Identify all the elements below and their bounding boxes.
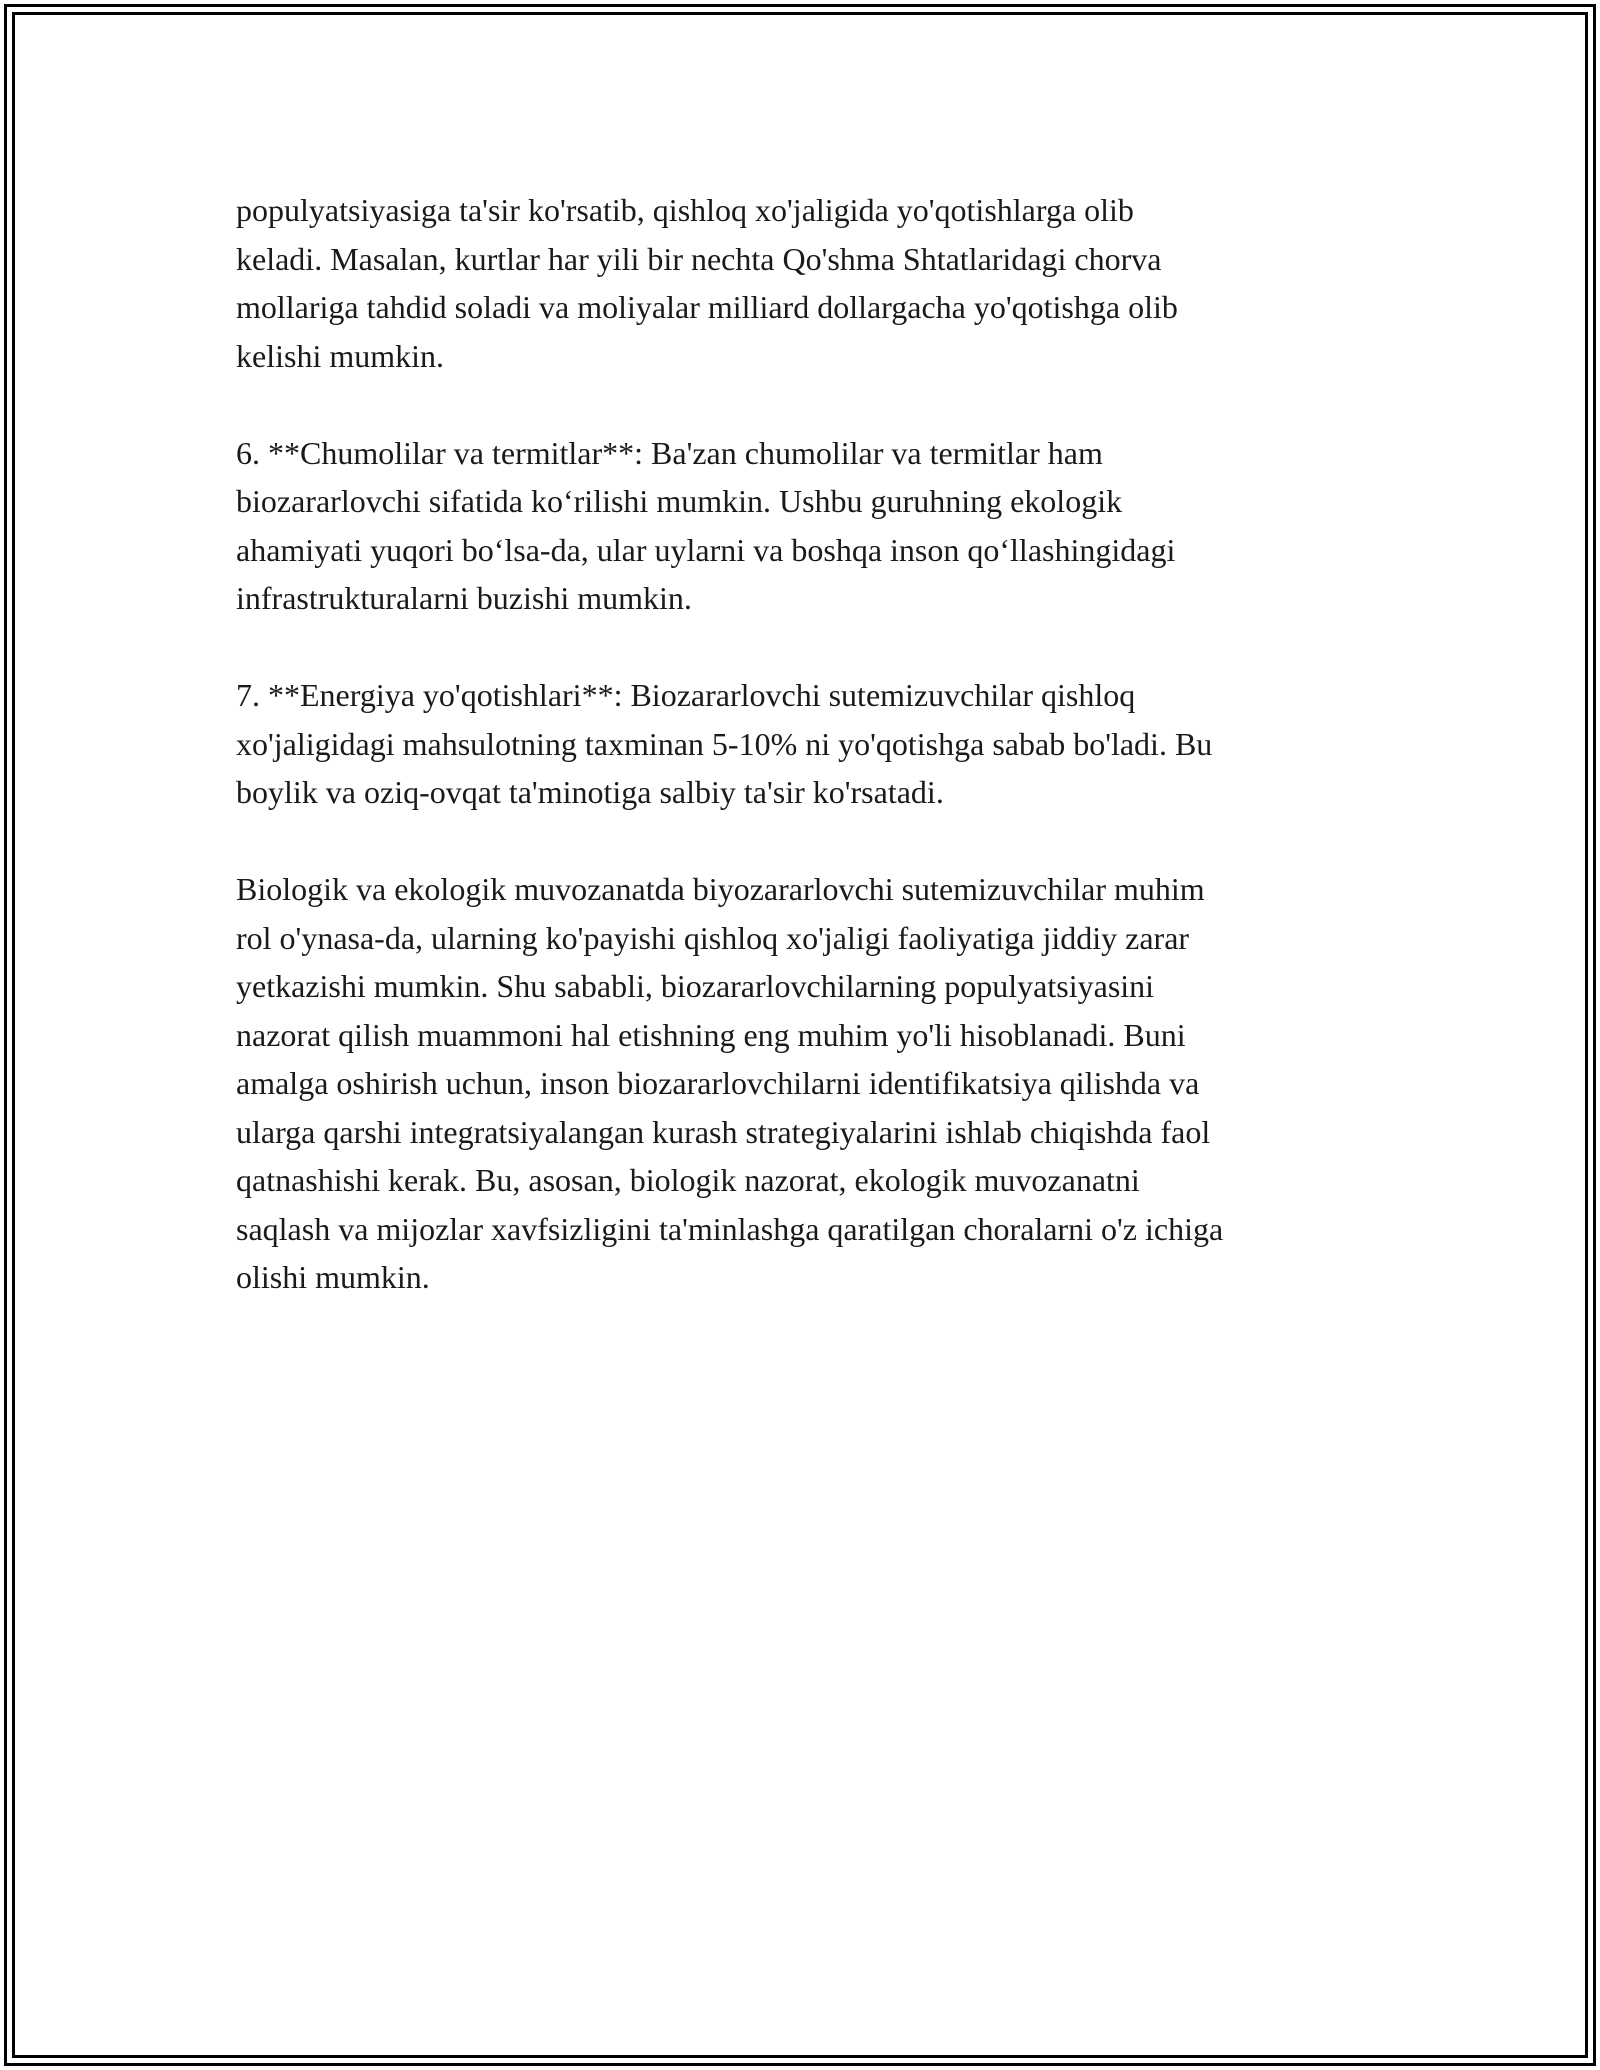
paragraph-energy-losses [236, 671, 1396, 817]
text-line: olishi mumkin. [236, 1259, 430, 1295]
text-line: rol o'ynasa-da, ularning ko'payishi qishloq xo'jaligi faoliyatiga jiddiy zarar [236, 919, 1190, 956]
text-line: infrastrukturalarni buzishi mumkin. [236, 580, 692, 616]
text-line: boylik va oziq-ovqat ta'minotiga salbiy ta'sir ko'rsatadi. [236, 774, 944, 810]
text-line: populyatsiyasiga ta'sir ko'rsatib, qishloq xo'jaligida yo'qotishlarga olib [236, 192, 1134, 228]
text-line: amalga oshirish uchun, inson biozararlovchilarni identifikatsiya qilishda va [236, 1065, 1200, 1101]
text-line: biozararlovchi sifatida ko‘rilishi mumkin. Ushbu guruhning ekologik [236, 483, 1123, 519]
text-line: nazorat qilish muammoni hal etishning eng muhim yo'li hisoblanadi. Buni [236, 1016, 1186, 1053]
text-line: kelishi mumkin. [236, 337, 444, 374]
text-line: 6. **Chumolilar va termitlar**: Ba'zan chumolilar va termitlar ham [236, 434, 1103, 471]
text-line: yetkazishi mumkin. Shu sababli, biozararlovchilarning populyatsiyasini [236, 968, 1155, 1004]
paragraph-conclusion [236, 865, 1396, 1302]
text-line: Biologik va ekologik muvozanatda biyozararlovchi sutemizuvchilar muhim [236, 871, 1205, 907]
text-line: xo'jaligidagi mahsulotning taxminan 5-10% ni yo'qotishga sabab bo'ladi. Bu [236, 725, 1213, 762]
text-line: qatnashishi kerak. Bu, asosan, biologik nazorat, ekologik muvozanatni [236, 1162, 1140, 1198]
text-line: ularga qarshi integratsiyalangan kurash strategiyalarini ishlab chiqishda faol [236, 1113, 1211, 1150]
paragraph-ants-termites [236, 429, 1396, 623]
text-line: mollariga tahdid soladi va moliyalar milliard dollargacha yo'qotishga olib [236, 289, 1178, 325]
document-body [236, 186, 1396, 1350]
text-line: keladi. Masalan, kurtlar har yili bir nechta Qo'shma Shtatlaridagi chorva [236, 240, 1162, 277]
paragraph-agriculture-losses [236, 186, 1396, 380]
text-line: saqlash va mijozlar xavfsizligini ta'minlashga qaratilgan choralarni o'z ichiga [236, 1210, 1224, 1247]
text-line: 7. **Energiya yo'qotishlari**: Biozararlovchi sutemizuvchilar qishloq [236, 677, 1136, 713]
text-line: ahamiyati yuqori bo‘lsa-da, ular uylarni va boshqa inson qo‘llashingidagi [236, 531, 1176, 568]
